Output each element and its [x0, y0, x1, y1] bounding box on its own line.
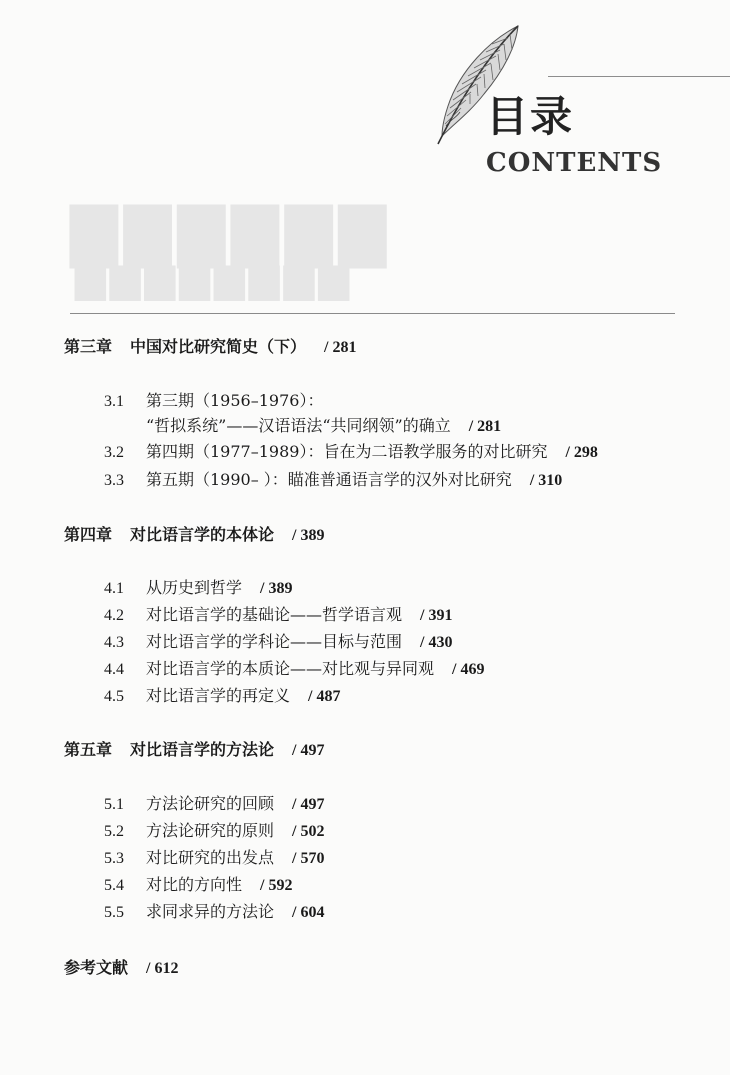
toc-chapter-4[interactable] — [64, 527, 324, 544]
section-number: 5.2 — [104, 823, 124, 840]
section-title: 对比研究的出发点 — [146, 848, 275, 867]
section-number: 5.1 — [104, 796, 124, 813]
header-rule — [548, 76, 730, 77]
section-number: 4.3 — [104, 634, 124, 651]
section-title: 第五期（1990– ）：瞄准普通语言学的汉外对比研究 — [146, 470, 512, 489]
section-title: 对比语言学的学科论——目标与范围 — [146, 632, 403, 651]
toc-section-4-5[interactable] — [104, 688, 340, 705]
page-number: / 281 — [324, 339, 357, 356]
page-number: / 604 — [292, 904, 325, 921]
toc-section-3-1[interactable] — [104, 393, 323, 410]
section-number: 4.2 — [104, 607, 124, 624]
page-number: / 281 — [468, 418, 502, 435]
references-title: 参考文献 — [64, 958, 129, 977]
page-number: / 310 — [529, 472, 563, 489]
chapter-title: 中国对比研究简史（下） — [130, 337, 307, 356]
section-title: 求同求异的方法论 — [146, 902, 275, 921]
toc-section-5-3[interactable] — [104, 850, 324, 867]
section-number: 4.4 — [104, 661, 124, 678]
page-number: / 298 — [565, 444, 598, 461]
page-number: / 497 — [292, 796, 325, 813]
chapter-title: 对比语言学的本体论 — [130, 525, 275, 544]
section-title: 对比的方向性 — [146, 875, 243, 894]
page-number: / 469 — [452, 661, 485, 678]
section-title: 对比语言学的本质论——对比观与异同观 — [146, 659, 435, 678]
page-number: / 497 — [292, 742, 325, 759]
title-divider — [70, 313, 675, 314]
section-number: 4.1 — [104, 580, 124, 597]
page-number: / 389 — [260, 580, 293, 597]
section-number: 3.1 — [104, 393, 124, 410]
toc-section-3-1-continued[interactable] — [146, 418, 501, 435]
page-number: / 612 — [146, 960, 179, 977]
section-number: 4.5 — [104, 688, 124, 705]
toc-section-4-3[interactable] — [104, 634, 452, 651]
toc-section-3-3[interactable] — [104, 472, 562, 489]
section-title: 方法论研究的回顾 — [146, 794, 275, 813]
chapter-number: 第四章 — [64, 525, 113, 544]
section-title: “哲拟系统”——汉语语法“共同纲领”的确立 — [146, 416, 451, 435]
chapter-title: 对比语言学的方法论 — [130, 740, 275, 759]
page-number: / 389 — [292, 527, 325, 544]
section-title: 方法论研究的原则 — [146, 821, 275, 840]
section-title: 第四期（1977–1989）：旨在为二语教学服务的对比研究 — [146, 442, 548, 461]
show-through-title: ▇▇▇▇▇▇ — [70, 195, 393, 268]
toc-section-4-1[interactable] — [104, 580, 292, 597]
toc-section-5-4[interactable] — [104, 877, 292, 894]
page-number: / 592 — [260, 877, 293, 894]
toc-references[interactable] — [64, 960, 178, 977]
section-title: 从历史到哲学 — [146, 578, 243, 597]
section-number: 5.3 — [104, 850, 124, 867]
chapter-number: 第三章 — [64, 337, 113, 356]
toc-section-4-2[interactable] — [104, 607, 452, 624]
page-number: / 430 — [420, 634, 453, 651]
page-number: / 391 — [420, 607, 453, 624]
page-title: 目录 — [486, 92, 575, 141]
toc-section-5-2[interactable] — [104, 823, 324, 840]
section-title: 第三期（1956–1976）： — [146, 391, 324, 410]
toc-chapter-3[interactable] — [64, 339, 356, 356]
page-number: / 502 — [292, 823, 325, 840]
section-number: 3.3 — [104, 472, 124, 489]
toc-section-5-1[interactable] — [104, 796, 324, 813]
show-through-subtitle: ▆▆▆▆▆▆▆▆ — [75, 255, 354, 301]
toc-section-3-2[interactable] — [104, 444, 598, 461]
page-number: / 487 — [308, 688, 341, 705]
toc-section-5-5[interactable] — [104, 904, 324, 921]
page-number: / 570 — [292, 850, 325, 867]
section-number: 5.5 — [104, 904, 124, 921]
toc-section-4-4[interactable] — [104, 661, 484, 678]
section-title: 对比语言学的基础论——哲学语言观 — [146, 605, 403, 624]
toc-chapter-5[interactable] — [64, 742, 324, 759]
section-title: 对比语言学的再定义 — [146, 686, 291, 705]
section-number: 3.2 — [104, 444, 124, 461]
chapter-number: 第五章 — [64, 740, 113, 759]
page-title-english: CONTENTS — [486, 148, 663, 178]
section-number: 5.4 — [104, 877, 124, 894]
